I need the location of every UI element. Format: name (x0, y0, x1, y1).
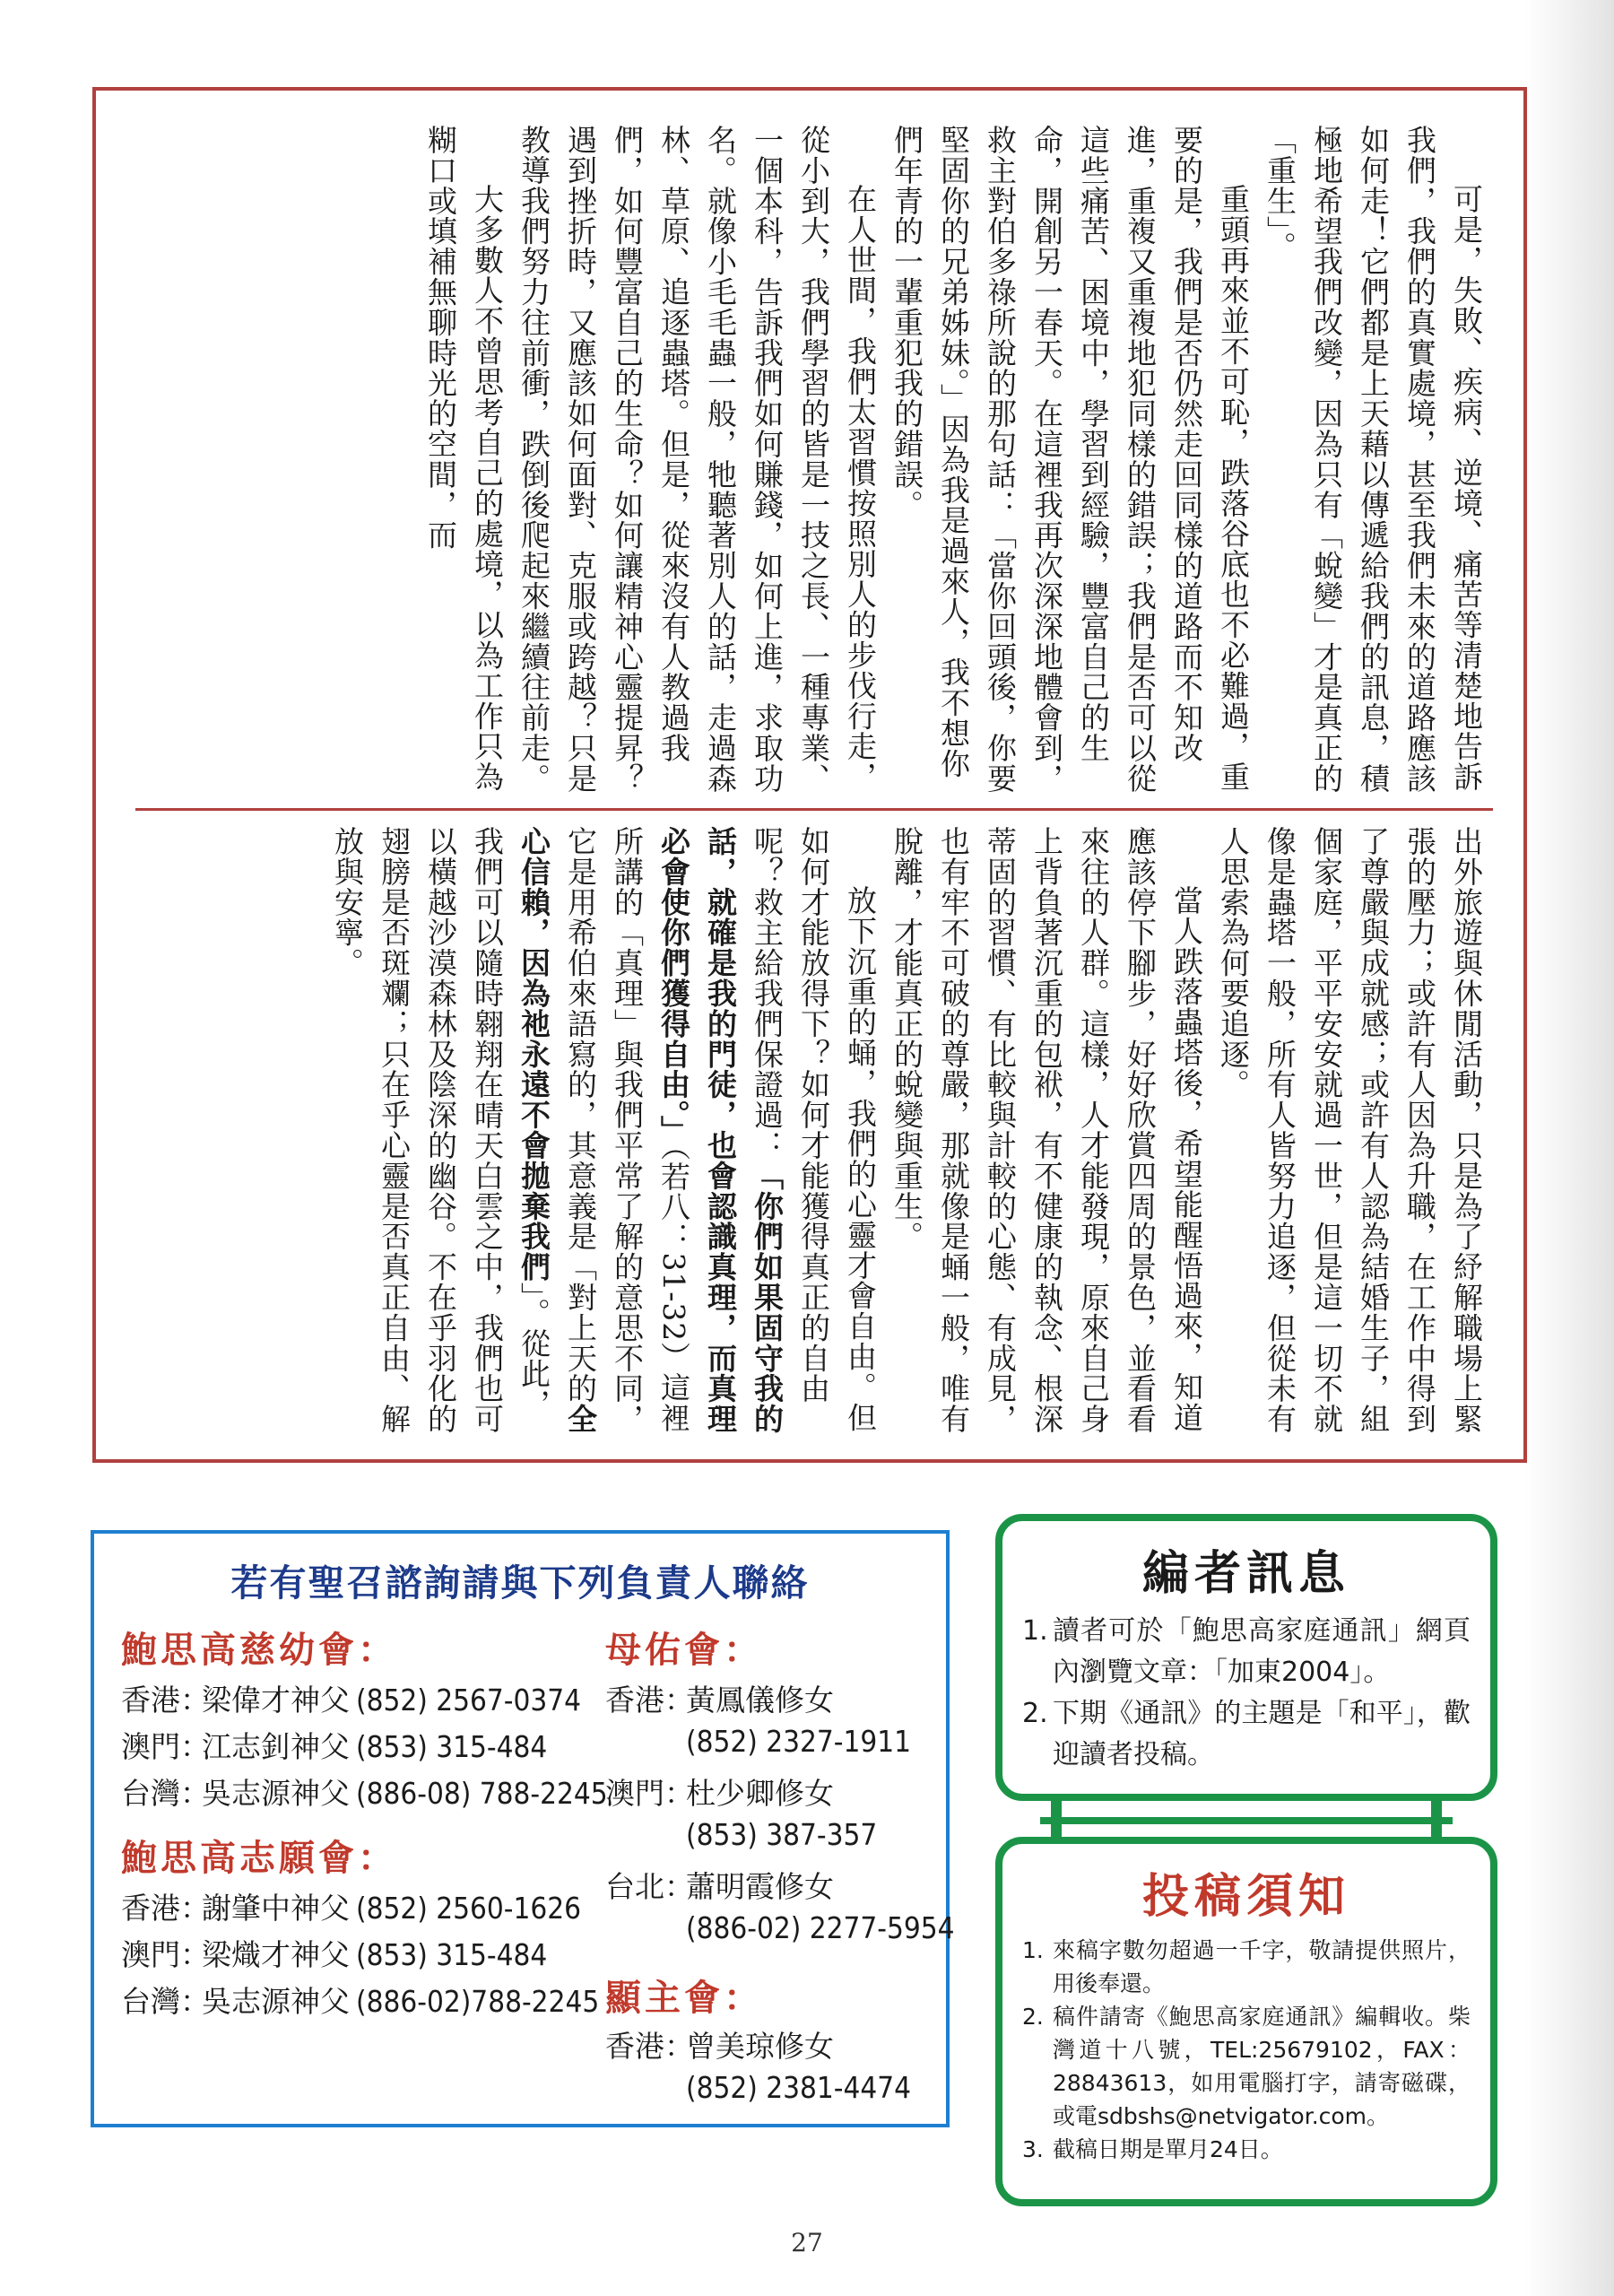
item-text: 下期《通訊》的主題是「和平」，歡迎讀者投稿。 (1053, 1698, 1471, 1770)
contact-place: 香港： (605, 2029, 694, 2064)
contact-place: 澳門： (121, 1937, 210, 1972)
contact-row (121, 1724, 547, 1766)
contact-phone: (853) 315-484 (356, 1729, 548, 1764)
contact-name: 黃鳳儀修女 (686, 1683, 834, 1718)
contact-name: 江志釗神父 (202, 1729, 350, 1764)
contact-phone: (886-08) 788-2245 (356, 1776, 608, 1811)
page-number: 27 (791, 2228, 823, 2257)
list-item (1022, 2133, 1471, 2166)
contact-name: 梁偉才神父 (202, 1683, 350, 1718)
article-paragraph: 在人世間，我們太習慣按照別人的步伐行走，從小到大，我們學習的皆是一技之長、一種專業、一個本科，告訴我們如何賺錢，如何上進，求取功名。就像小毛毛蟲一般，牠聽著別人的話，走過森林、草原、追逐蟲塔。但是，從來沒有人教過我們，如何豐富自己的生命？如何讓精神心靈提昇？遇到挫折時，又應該如何面對、克服或跨越？只是教導我們努力往前衝，跌倒後爬起來繼續往前走。 (516, 125, 878, 794)
contact-name: 謝肇中神父 (202, 1891, 350, 1926)
group-title-salesians: 鮑思高慈幼會： (121, 1630, 397, 1671)
list-item (1022, 1934, 1471, 2000)
item-number: 1. (1022, 1937, 1044, 1963)
submission-list (1022, 1934, 1471, 2166)
item-text: 來稿字數勿超過一千字，敬請提供照片，用後奉還。 (1053, 1937, 1471, 1996)
item-text: 讀者可於「鮑思高家庭通訊」網頁內瀏覽文章：「加東2004」。 (1053, 1615, 1471, 1688)
list-item (1022, 1611, 1471, 1693)
connector-bar (1040, 1817, 1453, 1824)
article-paragraph: 當人跌落蟲塔後，希望能醒悟過來，知道應該停下腳步，好好欣賞四周的景色，並看看來往的人群。這樣，人才能發現，原來自己身上背負著沉重的包袱，有不健康的執念、根深蒂固的習慣、有比較與計較的心態、有成見，也有牢不可破的尊嚴，那就像是蛹一般，唯有脫離，才能真正的蛻變與重生。 (889, 826, 1204, 1434)
list-item (1022, 1693, 1471, 1776)
article-bottom-half (144, 826, 1489, 1445)
contact-place: 香港： (121, 1683, 210, 1718)
contact-name: 杜少卿修女 (686, 1776, 834, 1811)
contact-name: 吳志源神父 (202, 1984, 350, 2019)
item-number: 1. (1022, 1615, 1048, 1647)
contact-place: 台北： (605, 1869, 694, 1904)
group-title-fma: 母佑會： (605, 1630, 763, 1671)
article-top-half (144, 125, 1489, 802)
contact-phone: (852) 2560-1626 (356, 1891, 582, 1926)
contact-place: 台灣： (121, 1776, 210, 1811)
contact-phone: (852) 2567-0374 (356, 1683, 582, 1718)
submission-title: 投稿須知 (1141, 1870, 1350, 1924)
contact-row (605, 1677, 834, 1719)
contact-name: 梁熾才神父 (202, 1937, 350, 1972)
article-text: （若八：31-32）這裡所講的「真理」與我們平常了解的意思不同，它是用希伯來語寫的，其意義是「對上天的 (563, 826, 691, 1434)
contact-phone: (852) 2381-4474 (686, 2070, 912, 2105)
item-text: 稿件請寄《鮑思高家庭通訊》編輯收。柴灣道十八號，TEL:25679102，FAX：28843613，如用電腦打字，請寄磁碟，或電sdbshs@netvigator.com。 (1053, 2004, 1471, 2129)
article-box (92, 87, 1527, 1463)
contact-phone: (886-02) 2277-5954 (686, 1910, 955, 1945)
contact-row (121, 1932, 547, 1974)
article-divider (135, 808, 1493, 811)
list-item (1022, 2000, 1471, 2133)
submission-guide-box (995, 1837, 1497, 2206)
contact-row (605, 1864, 834, 1906)
editor-message-box (995, 1514, 1497, 1801)
item-number: 2. (1022, 2004, 1044, 2030)
editor-list (1022, 1611, 1471, 1776)
contact-phone: (853) 387-357 (686, 1817, 878, 1852)
article-paragraph: 出外旅遊與休閒活動，只是為了紓解職場上緊張的壓力；或許有人因為升職，在工作中得到了尊嚴與成就感；或許有人認為結婚生子，組個家庭，平平安安就過一世，但是這一切不就像是蟲塔一般，所有人皆努力追逐，但從未有人思索為何要追逐。 (1216, 826, 1484, 1434)
contact-title: 若有聖召諮詢請與下列負責人聯絡 (230, 1561, 810, 1605)
article-paragraph (324, 826, 883, 1445)
contact-phone: (853) 315-484 (356, 1937, 548, 1972)
contact-row (121, 1770, 608, 1813)
contact-name: 曾美琼修女 (686, 2029, 834, 2064)
contact-row (121, 1979, 599, 2021)
truth-emphasis: 全心信賴，因為祂永遠不會拋棄我們 (516, 826, 598, 1435)
contact-row (605, 1770, 834, 1813)
contact-place: 澳門： (121, 1729, 210, 1764)
contact-row (121, 1885, 581, 1927)
contact-row (605, 2023, 834, 2066)
contact-place: 台灣： (121, 1984, 210, 2019)
contact-name: 吳志源神父 (202, 1776, 350, 1811)
page-edge-shadow (1524, 0, 1614, 2296)
contact-name: 蕭明霞修女 (686, 1869, 834, 1904)
contact-place: 澳門： (605, 1776, 694, 1811)
vocation-contact-box (91, 1530, 955, 2127)
contact-phone: (886-02)788-2245 (356, 1984, 600, 2019)
article-paragraph: 重頭再來並不可恥，跌落谷底也不必難過，重要的是，我們是否仍然走回同樣的道路而不知改進，重複又重複地犯同樣的錯誤；我們是否可以從這些痛苦、困境中，學習到經驗，豐富自己的生命，開創另一春天。在這裡我再次深深地體會到，救主對伯多祿所說的那句話：「當你回頭後，你要堅固你的兄弟姊妹。」因為我是過來人，我不想你們年青的一輩重犯我的錯誤。 (889, 125, 1251, 794)
group-title-epiphany: 顯主會： (605, 1978, 763, 2019)
contact-phone: (852) 2327-1911 (686, 1724, 912, 1759)
contact-row (121, 1677, 581, 1719)
article-text: 」。從此，我們可以隨時翱翔在晴天白雲之中，我們也可以橫越沙漠森林及陰深的幽谷。不在乎羽化的翅膀是否斑斕；只在乎心靈是否真正自由、解放與安寧。 (330, 826, 551, 1434)
editor-title: 編者訊息 (1141, 1547, 1350, 1601)
article-paragraph: 大多數人不曾思考自己的處境，以為工作只為糊口或填補無聊時光的空間，而 (423, 125, 505, 792)
bible-quote: 「你們如果固守我的話，就確是我的門徒，也會認識真理，而真理必會使你們獲得自由。」 (656, 826, 785, 1435)
contact-place: 香港： (121, 1891, 210, 1926)
contact-place: 香港： (605, 1683, 694, 1718)
item-number: 2. (1022, 1698, 1048, 1729)
group-title-volunteers: 鮑思高志願會： (121, 1838, 397, 1879)
article-text: 放下沉重的蛹，我們的心靈才會自由。但如何才能放得下？如何才能獲得真正的自由呢？救主給我們保證過： (750, 826, 878, 1433)
item-text: 截稿日期是單月24日。 (1053, 2136, 1283, 2162)
item-number: 3. (1022, 2136, 1044, 2162)
article-paragraph: 可是，失敗、疾病、逆境、痛苦等清楚地告訴我們，我們的真實處境，甚至我們未來的道路應該如何走！它們都是上天藉以傳遞給我們的訊息，積極地希望我們改變，因為只有「蛻變」才是真正的「重生」。 (1263, 125, 1484, 794)
